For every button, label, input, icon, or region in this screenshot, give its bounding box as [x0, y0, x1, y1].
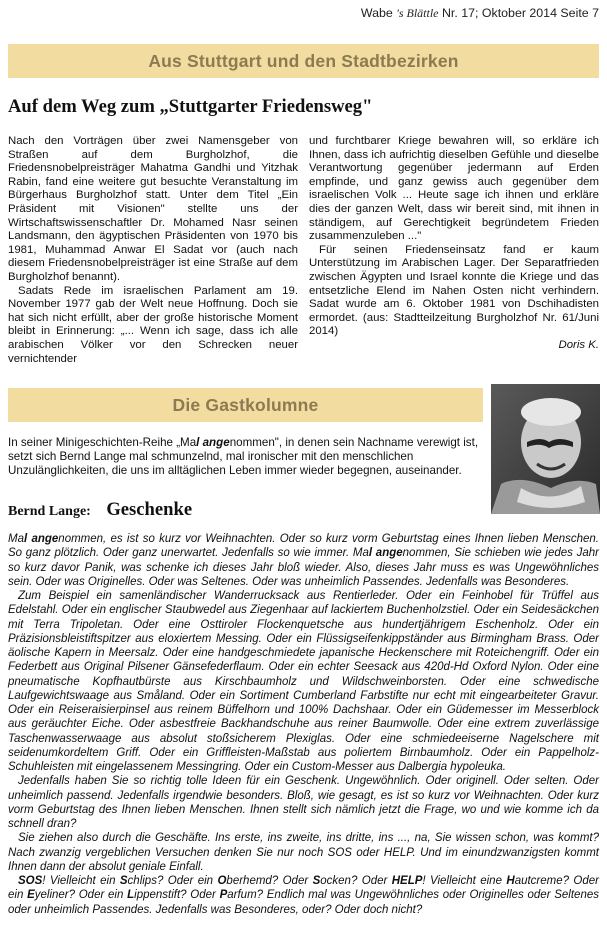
text-emphasis: L [127, 889, 135, 902]
author-portrait-photo [491, 384, 600, 514]
text-run: ! Vielleicht ein [42, 875, 120, 887]
text-run: nommen, Sie schieben wie jedes Jahr so kurz davor Panik, was schenke ich dieses Jahr bloß wieder. Also, dieses Jahr muss es was Ungewöhnliches sein. Oder was Originelles. Oder was Seltenes. Oder was unheimlich Passendes. Jedenfalls was Besonderes. [8, 547, 599, 588]
article-paragraph: und furchtbarer Kriege bewahren will, so erkläre ich Ihnen, dass ich aufrichtig dieselben Gefühle und dieselbe Verantwortung gegenüber jedermann auf Erden empfinde, und ganz gewiss auch gegenüber dem israelischen Volk ... Heute sage ich ihnen und erkläre dies der ganzen Welt, dass wir bereit sind, mit ihnen in ständigem, auf Gerechtigkeit begründetem Frieden zusammenzuleben ..." [309, 135, 599, 243]
masthead-brand: Wabe [360, 6, 393, 20]
masthead-issue: Nr. 17; Oktober 2014 [441, 6, 557, 20]
intro-text: In seiner Minigeschichten-Reihe „Ma [8, 436, 197, 449]
text-run: Ma [8, 533, 24, 545]
article-body [8, 135, 599, 370]
section-banner-stuttgart: Aus Stuttgart und den Stadtbezirken [8, 44, 599, 78]
text-emphasis: SOS [18, 875, 43, 887]
column-paragraph [8, 532, 599, 589]
text-run: ! Vielleicht eine [422, 875, 507, 887]
text-run: berhemd? Oder [226, 875, 313, 887]
column-body [8, 532, 599, 917]
text-emphasis: HELP [391, 875, 423, 887]
article-paragraph: Nach den Vorträgen über zwei Namensgeber von Straßen auf dem Burgholzhof, die Friedensnobelpreisträger Mahatma Gandhi und Yitzhak Rabin, fand eine weitere gut besuchte Veranstaltung im Bürgerhaus Burgholzhof statt. Unter dem Titel „Ein Präsident mit Visionen" stellte uns der Wirtschaftswissenschaftler Dr. Mohamed Nasr seinen Landsmann, den ägyptischen Präsidenten von 1970 bis 1981, Muhammad Anwar El Sadat vor (auch nach diesem Friedensnobelpreisträger ist eine Straße auf dem Burgholzhof benannt). [8, 135, 298, 283]
article-author: Doris K. [558, 338, 599, 351]
column-intro [8, 436, 484, 478]
masthead-brand-script: 's Blättle [396, 6, 439, 20]
byline-author: Bernd Lange: [8, 504, 91, 519]
text-run: ocken? Oder [320, 875, 392, 887]
text-run: nommen, es ist so kurz vor Weihnachten. Oder so kurz vorm Geburtstag eines Ihnen lieben Menschen. So ganz plötzlich. Oder ganz unerwartet. Jedenfalls so wie immer. Ma [8, 533, 599, 560]
portrait-illustration [491, 384, 600, 514]
text-emphasis: E [27, 889, 35, 902]
article-column-left [8, 135, 298, 370]
section-banner-gastkolumne: Die Gastkolumne [8, 388, 483, 422]
intro-emphasis: l ange [196, 436, 230, 449]
text-emphasis: S [312, 875, 321, 887]
text-run: yeliner? Oder ein [34, 889, 128, 902]
column-paragraph: Jedenfalls haben Sie so richtig tolle Ideen für ein Geschenk. Ungewöhnlich. Oder originell. Oder selten. Oder unheimlich passend. Jedenfalls irgendwie besonders. Bloß, wie gesagt, es ist so kurz vor Weihnachten. Oder kurz vorm Geburtstag des Ihnen lieben Menschen. Ihnen stellt sich nämlich jetzt die Frage, wo und wie komme ich da schnell dran? [8, 775, 599, 830]
intro-text: nommen", in denen sein Nachname verewigt ist, setzt sich Bernd Lange mal schmunzelnd, mal ironischer mit den menschlichen Unzulänglichkeiten, die uns im alltäglichen Leben immer wieder begegnen, auseinander. [8, 436, 479, 477]
column-paragraph: Zum Beispiel ein samenländischer Wanderrucksack aus Rentierleder. Oder ein Feinhobel für Trüffel aus Edelstahl. Oder ein englischer Staubwedel aus Ziegenhaar auf lackiertem Buchenholzstiel. Oder ein Seidesäckchen mit Terra Tripoletan. Oder eine Osttiroler Flockenquetsche aus hundertjährigem Eschenholz. Oder ein Präzisionsbleistiftspitzer aus eloxiertem Messing. Oder ein Flüssigseifenkippständer aus Birmingham Brass. Oder äolische Kapern in Meersalz. Oder eine handgeschmiedete japanische Heckenschere mit Roteichengriff. Oder ein Federbett aus Original Pilsener Gänsefederflaum. Oder ein echter Seesack aus 420d-Hd Oxford Nylon. Oder eine pneumatische Kopfhautbürste aus Kirschbaumholz und Wildschweinborsten. Oder eine schwedische Laufgewichtswaage aus Småland. Oder ein Sortiment Cumberland Farbstifte nur echt mit eingearbeiteter Gravur. Oder ein Reiseraisierpinsel aus reinem Büffelhorn und 100% Dachshaar. Oder ein Güdemesser im Messerblock aus geräuchter Eiche. Oder asbestfreie Backhandschuhe aus reiner Baumwolle. Oder eine extrem zuverlässige Taschenwasserwaage aus absolut stoßsicherem Plexiglas. Oder eine schmiedeeiserne Nagelschere mit seidenumkordeltem Griff. Oder ein Griffleisten-Maßstab aus poliertem Birnbaumholz. Oder ein Pappelholz-Schuhleisten mit eingelassenem Messingring. Oder ein Custom-Messer aus Dalbergia hypoleuka. [8, 590, 599, 773]
article-column-right [309, 135, 599, 370]
masthead [8, 6, 599, 21]
text-emphasis: l ange [368, 547, 403, 560]
text-run: chlips? Oder ein [127, 875, 218, 887]
masthead-page: Seite 7 [560, 6, 599, 20]
column-paragraph: Sie ziehen also durch die Geschäfte. Ins erste, ins zweite, ins dritte, ins ..., na, Sie wissen schon, was kommt? Nach zwanzig vergeblichen Versuchen denken Sie nur noch SOS oder HELP. Und im einundzwanzigsten kommt Ihnen dann der absolut geniale Einfall. [8, 832, 599, 873]
byline-title: Geschenke [106, 499, 193, 520]
article-headline: Auf dem Weg zum „Stuttgarter Friedensweg" [8, 96, 373, 117]
column-byline [8, 499, 192, 521]
article-paragraph: Für seinen Friedenseinsatz fand er kaum Unterstützung im Arabischen Lager. Der Separatfrieden zwischen Ägypten und Israel konnte die Kriege und das entsetzliche Elend im Nahen Osten nicht verhindern. Sadat wurde am 6. Oktober 1981 von Dschihadisten ermordet. (aus: Stadtteilzeitung Burgholzhof Nr. 61/Juni 2014) [309, 243, 599, 338]
text-emphasis: H [506, 875, 515, 887]
text-run: arfum? Endlich mal was Ungewöhnliches oder Originelles oder Seltenes oder unheimlich Passendes. Jedenfalls was Besonderes, oder? Oder doch nicht? [8, 889, 599, 916]
column-paragraph-final [8, 874, 599, 917]
text-emphasis: S [119, 875, 128, 887]
text-run: autcreme? Oder ein [8, 875, 599, 902]
text-emphasis: l ange [23, 533, 59, 545]
text-emphasis: O [217, 875, 227, 887]
text-run: ippenstift? Oder [134, 889, 220, 902]
article-paragraph: Sadats Rede im israelischen Parlament am 19. November 1977 gab der Welt neue Hoffnung. Doch sie hat sich nicht erfüllt, aber der große historische Moment bleibt in Erinnerung: „... Wenn ich sage, dass ich alle arabischen Völker vor den Schrecken neuer vernichtender [8, 284, 298, 365]
text-emphasis: P [219, 889, 228, 902]
